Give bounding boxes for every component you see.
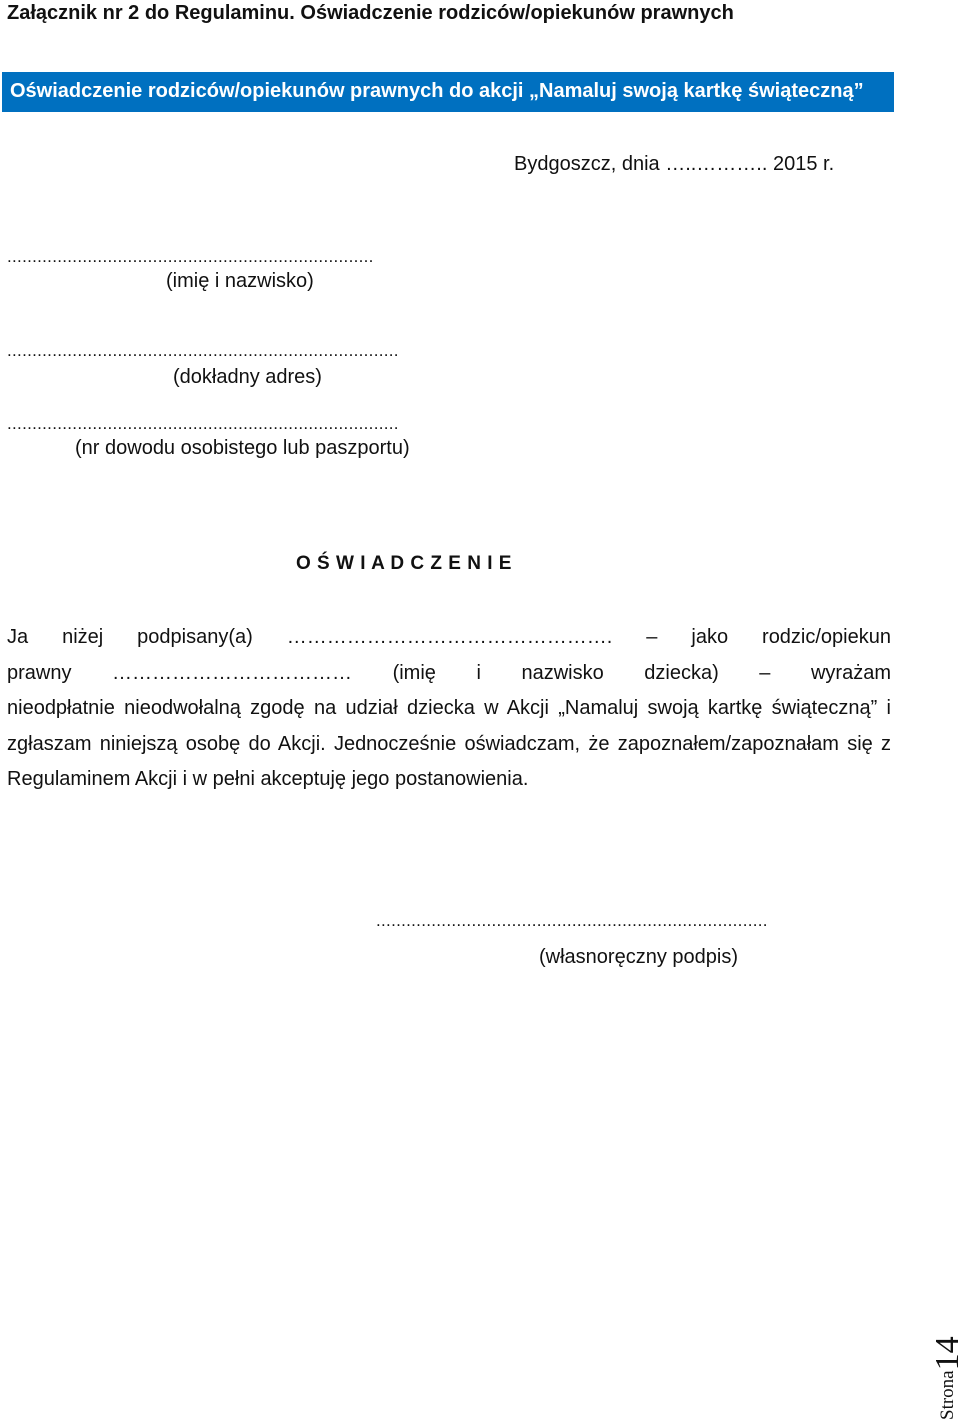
page-word: Strona: [937, 1370, 958, 1420]
declaration-line: Regulaminem Akcji i w pełni akceptuję jego postanowienia.: [7, 768, 529, 790]
name-field-dots: .........................................................................: [7, 247, 374, 266]
address-field-dots: ..............................................................................: [7, 341, 399, 360]
signature-dots: ..............................................................................: [376, 911, 768, 930]
declaration-body: [7, 620, 891, 798]
date-line: Bydgoszcz, dnia …..……….. 2015 r.: [514, 153, 835, 175]
signature-label: (własnoręczny podpis): [539, 946, 738, 968]
declaration-line: Ja niżej podpisany(a) …………………………………………. – jako rodzic/opiekun: [7, 626, 891, 648]
id-field-label: (nr dowodu osobistego lub paszportu): [75, 437, 410, 459]
page-number-rotated: [929, 1308, 966, 1420]
declaration-line: prawny ……………………………… (imię i nazwisko dziecka) – wyrażam: [7, 661, 891, 684]
declaration-title: O Ś W I A D C Z E N I E: [296, 553, 512, 574]
id-field-dots: ..............................................................................: [7, 414, 399, 433]
banner-title: Oświadczenie rodziców/opiekunów prawnych do akcji „Namaluj swoją kartkę świąteczną”: [10, 80, 864, 102]
declaration-line: nieodpłatnie nieodwołalną zgodę na udział dziecka w Akcji „Namaluj swoją kartkę świąteczną” i: [7, 697, 891, 719]
page-number: [929, 1196, 966, 1420]
page-number-value: 14: [929, 1336, 966, 1371]
page-heading: Załącznik nr 2 do Regulaminu. Oświadczenie rodziców/opiekunów prawnych: [7, 2, 734, 24]
address-field-label: (dokładny adres): [173, 366, 322, 388]
declaration-line: zgłaszam niniejszą osobę do Akcji. Jednocześnie oświadczam, że zapoznałem/zapoznałam się z: [7, 732, 891, 755]
title-banner: [2, 72, 894, 112]
name-field-label: (imię i nazwisko): [166, 270, 314, 292]
